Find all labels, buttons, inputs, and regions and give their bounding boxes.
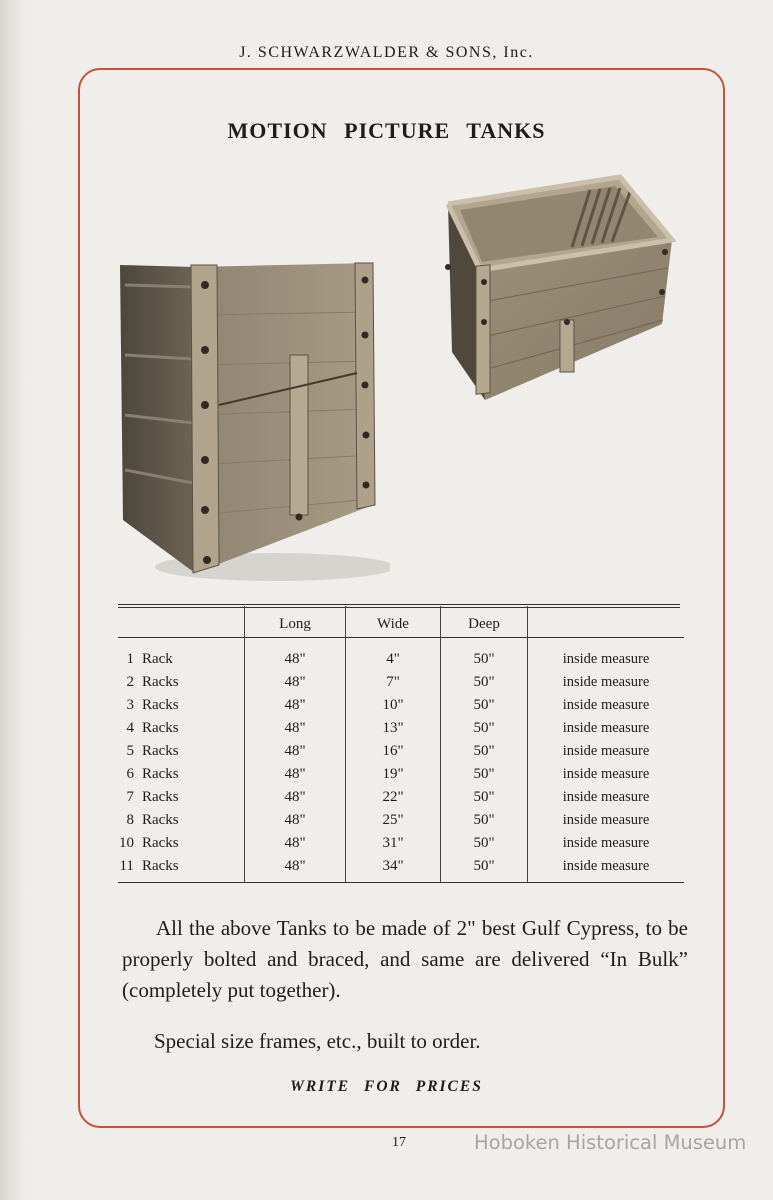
row-deep: 50" xyxy=(441,763,528,786)
table-row xyxy=(118,809,684,832)
row-deep: 50" xyxy=(441,638,528,672)
description-paragraph: All the above Tanks to be made of 2" best Gulf Cypress, to be properly bolted and braced, and same are delivered “In Bulk” (completely put together). xyxy=(122,916,688,1002)
column-header-wide: Wide xyxy=(346,606,441,638)
page-edge-shadow xyxy=(0,0,26,1200)
material-description xyxy=(122,913,688,1006)
row-note: inside measure xyxy=(528,638,685,672)
row-wide: 10" xyxy=(346,694,441,717)
row-wide: 19" xyxy=(346,763,441,786)
row-count: 3 xyxy=(126,697,134,713)
page-number: 17 xyxy=(392,1135,406,1150)
row-long: 48" xyxy=(245,855,346,883)
row-long: 48" xyxy=(245,638,346,672)
row-count: 5 xyxy=(126,743,134,759)
row-deep: 50" xyxy=(441,671,528,694)
row-unit: Racks xyxy=(141,812,179,828)
row-note: inside measure xyxy=(528,763,685,786)
row-note: inside measure xyxy=(528,694,685,717)
row-count: 10 xyxy=(118,835,134,851)
closed-tank-photo xyxy=(115,255,390,585)
row-count: 4 xyxy=(126,720,134,736)
tank-spec-table xyxy=(118,606,684,883)
table-header-row xyxy=(118,606,684,638)
column-header-deep: Deep xyxy=(441,606,528,638)
row-count: 11 xyxy=(118,855,142,883)
company-header: J. SCHWARZWALDER & SONS, Inc. xyxy=(239,44,534,61)
row-wide: 16" xyxy=(346,740,441,763)
table-row xyxy=(118,855,684,883)
row-long: 48" xyxy=(245,717,346,740)
row-long: 48" xyxy=(245,763,346,786)
row-unit: Racks xyxy=(141,720,179,736)
row-note: inside measure xyxy=(528,855,685,883)
row-long: 48" xyxy=(245,671,346,694)
column-header-long: Long xyxy=(245,606,346,638)
row-unit: Racks xyxy=(141,835,179,851)
row-count: 7 xyxy=(126,789,134,805)
row-deep: 50" xyxy=(441,832,528,855)
row-unit: Racks xyxy=(141,789,179,805)
row-unit: Racks xyxy=(141,766,179,782)
museum-watermark: Hoboken Historical Museum xyxy=(474,1131,747,1154)
row-long: 48" xyxy=(245,832,346,855)
row-deep: 50" xyxy=(441,786,528,809)
row-note: inside measure xyxy=(528,740,685,763)
row-unit: Racks xyxy=(141,674,179,690)
row-wide: 4" xyxy=(346,638,441,672)
row-note: inside measure xyxy=(528,717,685,740)
table-row xyxy=(118,763,684,786)
page-title: MOTION PICTURE TANKS xyxy=(227,118,546,143)
row-long: 48" xyxy=(245,694,346,717)
table-row xyxy=(118,694,684,717)
row-deep: 50" xyxy=(441,694,528,717)
row-note: inside measure xyxy=(528,671,685,694)
row-wide: 13" xyxy=(346,717,441,740)
write-for-prices: WRITE FOR PRICES xyxy=(290,1078,483,1095)
row-count: 1 xyxy=(126,651,134,667)
row-count: 6 xyxy=(126,766,134,782)
row-count: 8 xyxy=(126,812,134,828)
row-unit: Racks xyxy=(141,697,179,713)
row-note: inside measure xyxy=(528,786,685,809)
table-row xyxy=(118,717,684,740)
row-wide: 34" xyxy=(346,855,441,883)
table-row xyxy=(118,832,684,855)
row-unit: Racks xyxy=(142,855,245,883)
row-wide: 31" xyxy=(346,832,441,855)
row-count: 2 xyxy=(126,674,134,690)
table-row xyxy=(118,740,684,763)
row-deep: 50" xyxy=(441,809,528,832)
row-deep: 50" xyxy=(441,855,528,883)
row-note: inside measure xyxy=(528,809,685,832)
row-unit: Racks xyxy=(141,743,179,759)
row-wide: 22" xyxy=(346,786,441,809)
row-wide: 7" xyxy=(346,671,441,694)
row-long: 48" xyxy=(245,786,346,809)
row-deep: 50" xyxy=(441,717,528,740)
row-unit: Rack xyxy=(141,651,173,667)
row-long: 48" xyxy=(245,740,346,763)
row-deep: 50" xyxy=(441,740,528,763)
table-row xyxy=(118,671,684,694)
row-wide: 25" xyxy=(346,809,441,832)
table-row xyxy=(118,638,684,672)
open-tank-photo xyxy=(440,172,680,404)
table-row xyxy=(118,786,684,809)
row-long: 48" xyxy=(245,809,346,832)
row-note: inside measure xyxy=(528,832,685,855)
special-size-note: Special size frames, etc., built to order. xyxy=(154,1029,481,1053)
